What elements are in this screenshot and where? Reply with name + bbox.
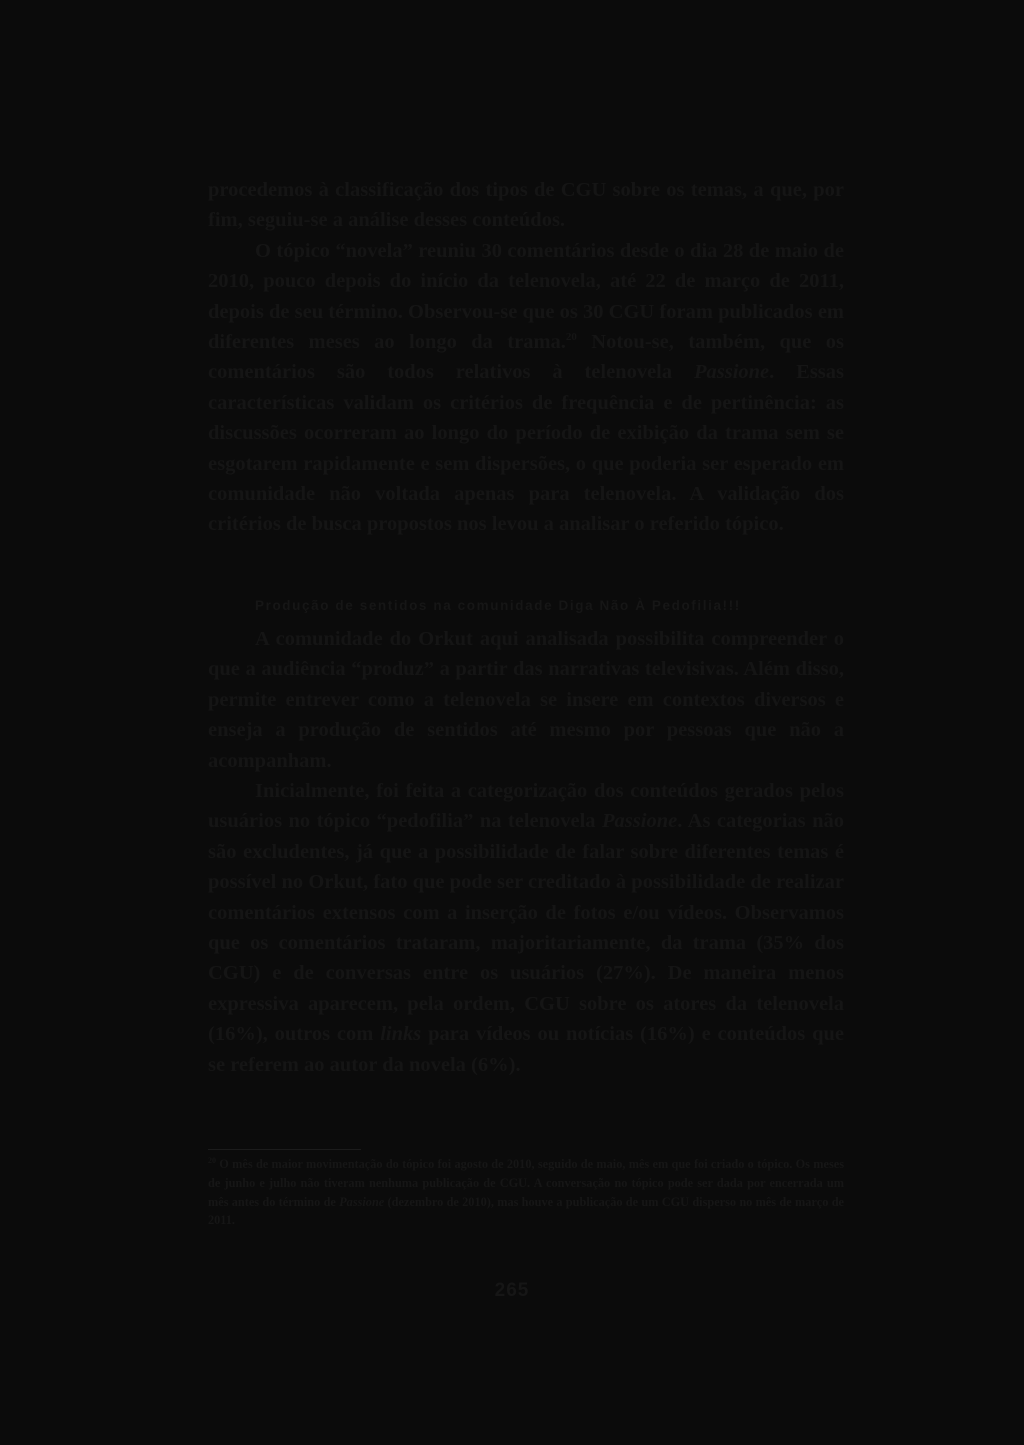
paragraph-text-b: . As categorias não são excludentes, já que a possibilidade de falar sobre diferentes temas é possível no Orkut, fato que pode ser creditado à possibilidade de realizar comentários extensos com a inserção de fotos e/ou vídeos. Observamos que os comentários trataram, majoritariamente, da trama (35% dos CGU) e de conversas entre os usuários (27%). De maneira menos expressiva aparecem, pela ordem, CGU sobre os atores da telenovela (16%), outros com xyxy=(208,810,844,1046)
footnote-20 xyxy=(208,1155,844,1230)
body-text-top xyxy=(208,175,844,540)
footnote-reference: 20 xyxy=(565,331,577,344)
paragraph-novela-topic xyxy=(208,236,844,540)
section-heading: Produção de sentidos na comunidade Diga Não À Pedofilia!!! xyxy=(255,598,741,613)
paragraph-text: procedemos à classificação dos tipos de CGU sobre os temas, a que, por fim, seguiu-se a análise desses conteúdos. xyxy=(208,179,844,232)
paragraph-text-a: O tópico “novela” reuniu 30 comentários desde o dia 28 de maio de 2010, pouco depois do início da telenovela, até 22 de março de 2011, depois de seu término. Observou-se que os 30 CGU foram publicados em diferentes meses ao longo da trama. xyxy=(208,239,844,354)
paragraph-continuation xyxy=(208,175,844,236)
page-number: 265 xyxy=(494,1280,530,1301)
footnote-divider xyxy=(208,1149,361,1150)
telenovela-title: Passione xyxy=(693,361,770,384)
paragraph-community xyxy=(208,624,844,776)
section-production-of-meaning xyxy=(208,592,844,1080)
footnote-text-a: O mês de maior movimentação do tópico foi agosto de 2010, seguido de maio, mês em que foi criado o tópico. Os meses de junho e julho não tiveram nenhuma publicação de CGU. A conversação no tópico pode ser dada por encerrada um mês antes do término de xyxy=(208,1157,844,1209)
footnote-number: 20 xyxy=(208,1155,216,1165)
footnote-text-b: (dezembro de 2010), mas houve a publicação de um CGU disperso no mês de março de 2011. xyxy=(208,1194,844,1228)
paragraph-text: A comunidade do Orkut aqui analisada possibilita compreender o que a audiência “produz” a partir das narrativas televisivas. Além disso, permite entrever como a telenovela se insere em contextos diversos e enseja a produção de sentidos até mesmo por pessoas que não a acompanham. xyxy=(208,628,844,772)
paragraph-categorization xyxy=(208,776,844,1080)
telenovela-title: Passione xyxy=(602,810,678,833)
telenovela-title: Passione xyxy=(339,1194,385,1209)
links-word: links xyxy=(380,1023,422,1046)
paragraph-text-b: Notou-se, também, que os comentários são todos relativos à telenovela xyxy=(208,331,844,384)
paragraph-text-a: Inicialmente, foi feita a categorização dos conteúdos gerados pelos usuários no tópico “pedofilia” na telenovela xyxy=(208,780,844,833)
paragraph-text-c: . Essas características validam os critérios de frequência e de pertinência: as discussões ocorreram ao longo do período de exibição da trama sem se esgotarem rapidamente e sem dispersões, o que poderia ser esperado em comunidade não voltada apenas para telenovela. A validação dos critérios de busca propostos nos levou a analisar o referido tópico. xyxy=(208,361,844,536)
paragraph-text-c: para vídeos ou notícias (16%) e conteúdos que se referem ao autor da novela (6%). xyxy=(208,1023,844,1076)
